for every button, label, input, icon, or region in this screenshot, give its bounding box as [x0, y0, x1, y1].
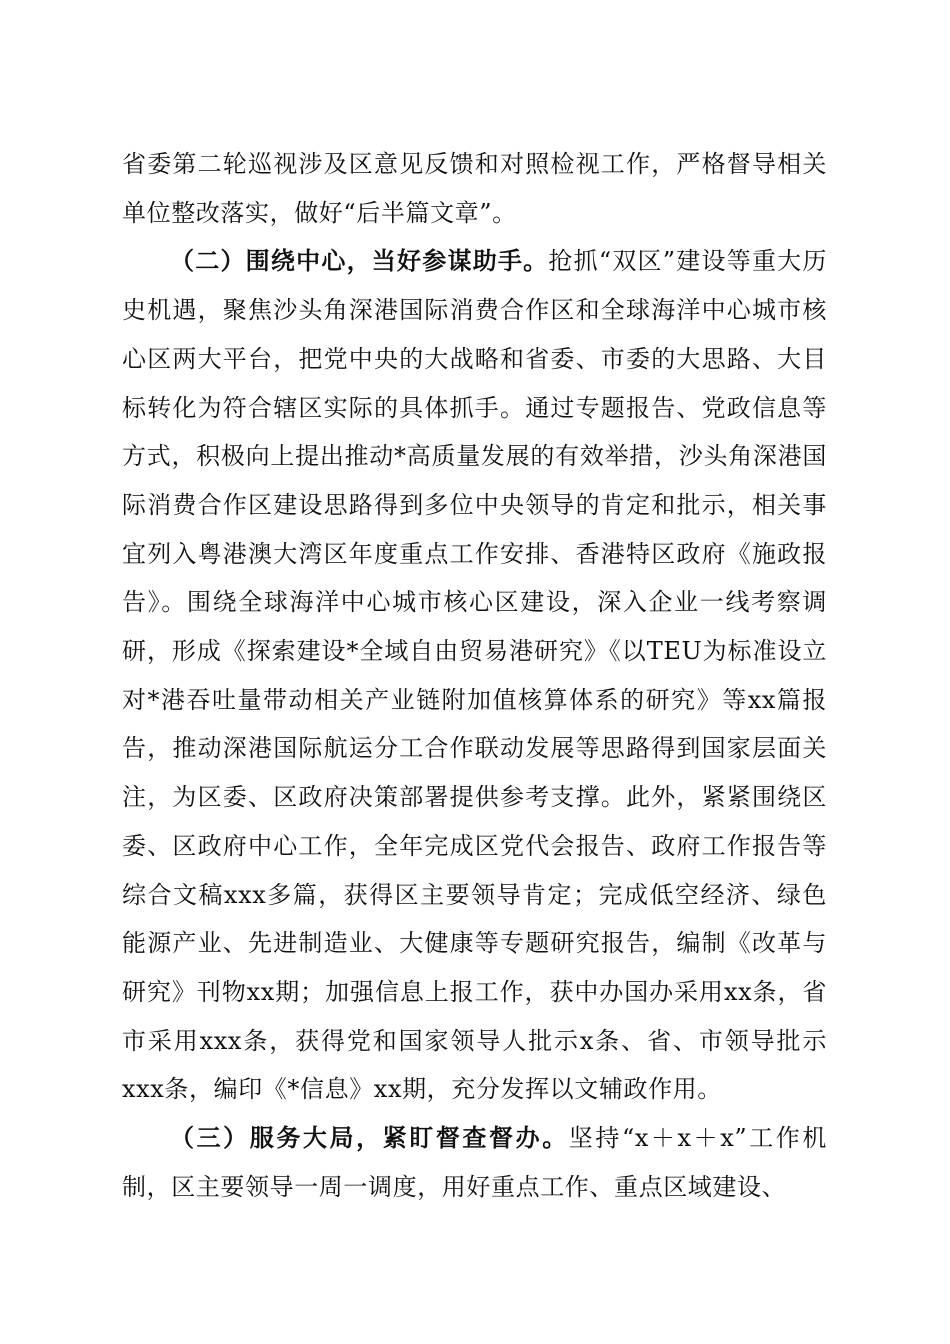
paragraph-section-2: [122, 237, 827, 1114]
section-heading: （二）围绕中心，当好参谋助手。: [170, 246, 549, 276]
document-body: [122, 140, 827, 1211]
paragraph-continuation: [122, 140, 827, 237]
section-heading: （三）服务大局，紧盯督查督办。: [170, 1123, 569, 1153]
paragraph-body: 坚持“x＋x＋x”工作机制，区主要领导一周一调度，用好重点工作、重点区域建设、: [122, 1124, 827, 1201]
paragraph-section-3: [122, 1114, 827, 1211]
paragraph-body: 抢抓“双区”建设等重大历史机遇，聚焦沙头角深港国际消费合作区和全球海洋中心城市核心区两大平台，把党中央的大战略和省委、市委的大思路、大目标转化为符合辖区实际的具体抓手。通过专题报告、党政信息等方式，积极向上提出推动*高质量发展的有效举措，沙头角深港国际消费合作区建设思路得到多位中央领导的肯定和批示，相关事宜列入粤港澳大湾区年度重点工作安排、香港特区政府《施政报告》。围绕全球海洋中心城市核心区建设，深入企业一线考察调研，形成《探索建设*全域自由贸易港研究》《以TEU为标准设立对*港吞吐量带动相关产业链附加值核算体系的研究》等xx篇报告，推动深港国际航运分工合作联动发展等思路得到国家层面关注，为区委、区政府决策部署提供参考支撑。此外，紧紧围绕区委、区政府中心工作，全年完成区党代会报告、政府工作报告等综合文稿xxx多篇，获得区主要领导肯定；完成低空经济、绿色能源产业、先进制造业、大健康等专题研究报告，编制《改革与研究》刊物xx期；加强信息上报工作，获中办国办采用xx条，省市采用xxx条，获得党和国家领导人批示x条、省、市领导批示xxx条，编印《*信息》xx期，充分发挥以文辅政作用。: [122, 247, 827, 1104]
paragraph-body: 省委第二轮巡视涉及区意见反馈和对照检视工作，严格督导相关单位整改落实，做好“后半篇文章”。: [122, 150, 827, 227]
